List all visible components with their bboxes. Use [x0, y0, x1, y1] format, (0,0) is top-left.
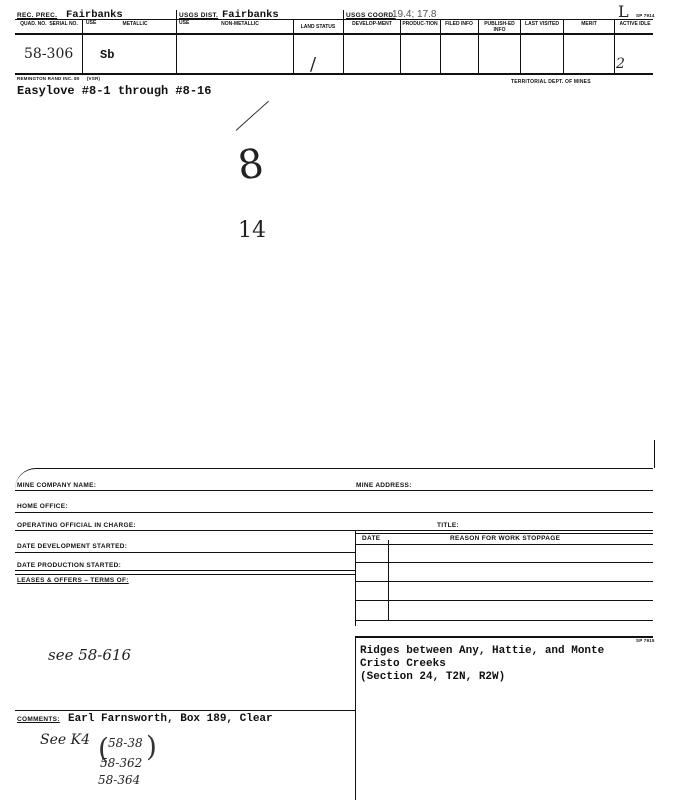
home-office-label: HOME OFFICE:	[17, 503, 68, 510]
title-label: TITLE:	[437, 522, 460, 529]
comments-label: COMMENTS:	[17, 716, 60, 723]
handwritten-see-item-2: 58-362	[100, 756, 143, 770]
operating-official-label: OPERATING OFFICIAL IN CHARGE:	[17, 522, 136, 529]
header-divider-dev	[400, 20, 401, 74]
merit-value: 2	[616, 56, 625, 72]
stoppage-rule-3	[355, 600, 653, 601]
form-rule-3	[15, 530, 653, 531]
date-production-label: DATE PRODUCTION STARTED:	[17, 562, 122, 569]
filed-info-label: FILED INFO	[445, 21, 473, 27]
development-label: DEVELOP-MENT	[352, 21, 392, 27]
dept-label: TERRITORIAL DEPT. OF MINES	[511, 79, 591, 85]
form-rule-5b	[15, 574, 355, 575]
handwritten-see-ref: see 58-616	[48, 646, 132, 664]
form-top-curve	[15, 468, 653, 489]
non-metallic-label: NON-METALLIC	[221, 21, 259, 27]
use-label-metallic: USE	[86, 20, 97, 26]
location-form-code: SP 7915	[636, 638, 655, 643]
usgs-coord-label: USGS COORD.	[346, 12, 396, 19]
header-divider-merit	[614, 20, 615, 74]
handwritten-14: 14	[238, 218, 266, 243]
use-label-nonmetallic: USE	[179, 20, 190, 26]
form-code: SP 7914	[636, 13, 655, 18]
printer-note-text: REMINGTON RAND INC. 80	[17, 76, 80, 81]
leases-label: LEASES & OFFERS – TERMS OF:	[17, 577, 129, 584]
header-divider-2	[343, 10, 344, 74]
location-rule-top	[355, 636, 653, 638]
header-divider-filed	[478, 20, 479, 74]
printer-code: (VSR)	[86, 76, 101, 81]
printer-note	[17, 76, 100, 81]
last-visited-label: LAST VISITED	[525, 21, 559, 27]
mine-address-label: MINE ADDRESS:	[356, 482, 412, 489]
header-divider-last	[563, 20, 564, 74]
handwritten-8: 8	[234, 140, 267, 190]
date-col-divider	[388, 540, 389, 620]
comments-divider	[355, 636, 356, 800]
handwritten-paren-open: (	[98, 732, 109, 765]
header-divider-serial	[82, 20, 83, 74]
stoppage-rule-1	[355, 562, 653, 563]
land-status-value: /	[310, 54, 317, 75]
quad-no-label: QUAD. NO.	[20, 21, 47, 27]
header-rule-bottom	[15, 73, 653, 75]
header-divider-pub	[520, 20, 521, 74]
metallic-label: METALLIC	[122, 21, 148, 27]
reason-label: REASON FOR WORK STOPPAGE	[450, 535, 561, 542]
published-info-label: PUBLISH-ED INFO	[484, 21, 515, 33]
serial-no-label: SERIAL NO.	[49, 21, 78, 27]
usgs-dist-value: Fairbanks	[222, 9, 279, 21]
date-col-label: DATE	[362, 535, 381, 542]
form-rule-5	[15, 570, 355, 571]
active-idle-label: ACTIVE IDLE	[619, 21, 651, 27]
comments-rule	[15, 710, 355, 711]
comments-value: Earl Farnsworth, Box 189, Clear	[68, 713, 273, 725]
handwritten-slash	[236, 101, 269, 131]
usgs-coord-value: 19.4; 17.8	[392, 9, 437, 20]
mine-company-label: MINE COMPANY NAME:	[17, 482, 97, 489]
date-development-label: DATE DEVELOPMENT STARTED:	[17, 543, 128, 550]
header-divider-1	[176, 10, 177, 74]
edge-mark	[654, 440, 655, 468]
form-rule-4	[15, 552, 355, 553]
rec-prec-label: REC. PREC.	[17, 12, 58, 19]
handwritten-see-item-3: 58-364	[98, 773, 141, 787]
stoppage-rule-2	[355, 581, 653, 582]
corner-mark: L	[618, 2, 629, 21]
production-label: PRODUC-TION	[402, 21, 438, 27]
rec-prec-value: Fairbanks	[66, 9, 123, 21]
form-rule-1	[15, 490, 653, 491]
quad-no-value: 58-306	[24, 46, 74, 62]
header-divider-land	[293, 20, 294, 74]
land-status-label: LAND STATUS	[300, 24, 336, 30]
form-rule-3b	[355, 533, 653, 534]
usgs-dist-label: USGS DIST.	[179, 12, 219, 19]
location-text: Ridges between Any, Hattie, and Monte Cristo Creeks (Section 24, T2N, R2W)	[360, 645, 605, 683]
record-title: Easylove #8-1 through #8-16	[17, 84, 212, 98]
stoppage-rule-4	[355, 620, 653, 621]
form-rule-2	[15, 512, 653, 513]
stoppage-rule-0	[355, 544, 653, 545]
header-rule-lower	[15, 33, 653, 35]
handwritten-paren-close: )	[146, 730, 157, 763]
header-divider-prod	[440, 20, 441, 74]
merit-label: MERIT	[581, 21, 597, 27]
metallic-value: Sb	[100, 48, 115, 62]
handwritten-see-list-prefix: See K4	[40, 732, 90, 748]
quad-serial-label	[17, 21, 81, 27]
handwritten-see-item-1: 58-38	[108, 736, 143, 750]
